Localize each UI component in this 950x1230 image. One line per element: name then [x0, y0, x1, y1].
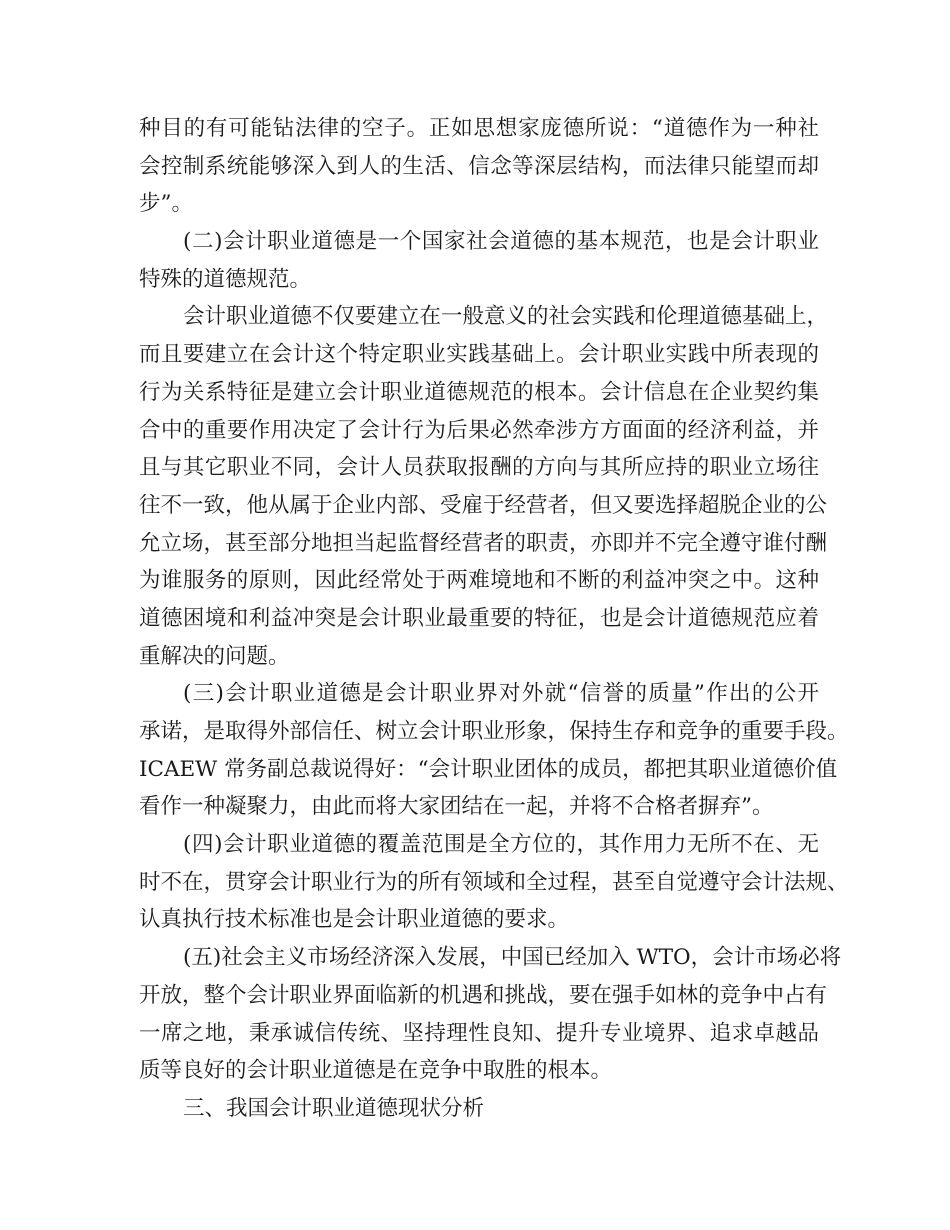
text-line: 会控制系统能够深入到人的生活、信念等深层结构，而法律只能望而却	[139, 153, 819, 179]
section-heading	[139, 1090, 819, 1128]
text-line: 一席之地，秉承诚信传统、坚持理性良知、提升专业境界、追求卓越品	[139, 1020, 819, 1046]
text-line: (二)会计职业道德是一个国家社会道德的基本规范，也是会计职业	[183, 229, 819, 255]
text-line: 步”。	[139, 191, 193, 217]
text-line: 承诺，是取得外部信任、树立会计职业形象，保持生存和竞争的重要手段。	[139, 719, 849, 744]
text-line: 往不一致，他从属于企业内部、受雇于经营者，但又要选择超脱企业的公	[139, 492, 828, 518]
paragraph-point-3	[139, 675, 849, 826]
text-line: 行为关系特征是建立会计职业道德规范的根本。会计信息在企业契约集	[139, 379, 819, 405]
text-line: 开放，整个会计职业界面临新的机遇和挑战，要在强手如林的竞争中占有	[139, 982, 828, 1008]
text-line: (五)社会主义市场经济深入发展，中国已经加入 WTO，会计市场必将	[183, 945, 842, 971]
text-line: 合中的重要作用决定了会计行为后果必然牵涉方方面面的经济利益，并	[139, 417, 819, 443]
document-body	[139, 110, 849, 1128]
text-line: 重解决的问题。	[139, 643, 290, 669]
text-line: 会计职业道德不仅要建立在一般意义的社会实践和伦理道德基础上，	[183, 304, 829, 330]
text-line: (三)会计职业道德是会计职业界对外就“信誉的质量”作出的公开	[183, 681, 819, 707]
text-line: 道德困境和利益冲突是会计职业最重要的特征，也是会计道德规范应着	[139, 605, 819, 631]
text-line: 为谁服务的原则，因此经常处于两难境地和不断的利益冲突之中。这种	[139, 568, 819, 594]
text-line: 种目的有可能钻法律的空子。正如思想家庞德所说：“道德作为一种社	[139, 116, 819, 141]
section-title: 三、我国会计职业道德现状分析	[183, 1095, 485, 1121]
text-line: 看作一种凝聚力，由此而将大家团结在一起，并将不合格者摒弃”。	[139, 794, 774, 820]
paragraph-point-5	[139, 939, 842, 1090]
text-line: 而且要建立在会计这个特定职业实践基础上。会计职业实践中所表现的	[139, 342, 819, 368]
paragraph-point-2-heading	[139, 223, 819, 298]
text-line: 质等良好的会计职业道德是在竞争中取胜的根本。	[139, 1058, 613, 1084]
text-line: 认真执行技术标准也是会计职业道德的要求。	[139, 907, 570, 933]
paragraph-continuation	[139, 110, 819, 223]
text-line: 且与其它职业不同，会计人员获取报酬的方向与其所应持的职业立场往	[139, 455, 819, 481]
text-line: ICAEW 常务副总裁说得好：“会计职业团体的成员，都把其职业道德价值	[139, 756, 838, 782]
paragraph-point-4	[139, 826, 849, 939]
text-line: 特殊的道德规范。	[139, 266, 312, 292]
paragraph-point-2-body	[139, 298, 829, 675]
text-line: 允立场，甚至部分地担当起监督经营者的职责，亦即并不完全遵守谁付酬	[139, 530, 828, 556]
text-line: 时不在，贯穿会计职业行为的所有领域和全过程，甚至自觉遵守会计法规、	[139, 869, 849, 895]
text-line: (四)会计职业道德的覆盖范围是全方位的，其作用力无所不在、无	[183, 832, 819, 858]
